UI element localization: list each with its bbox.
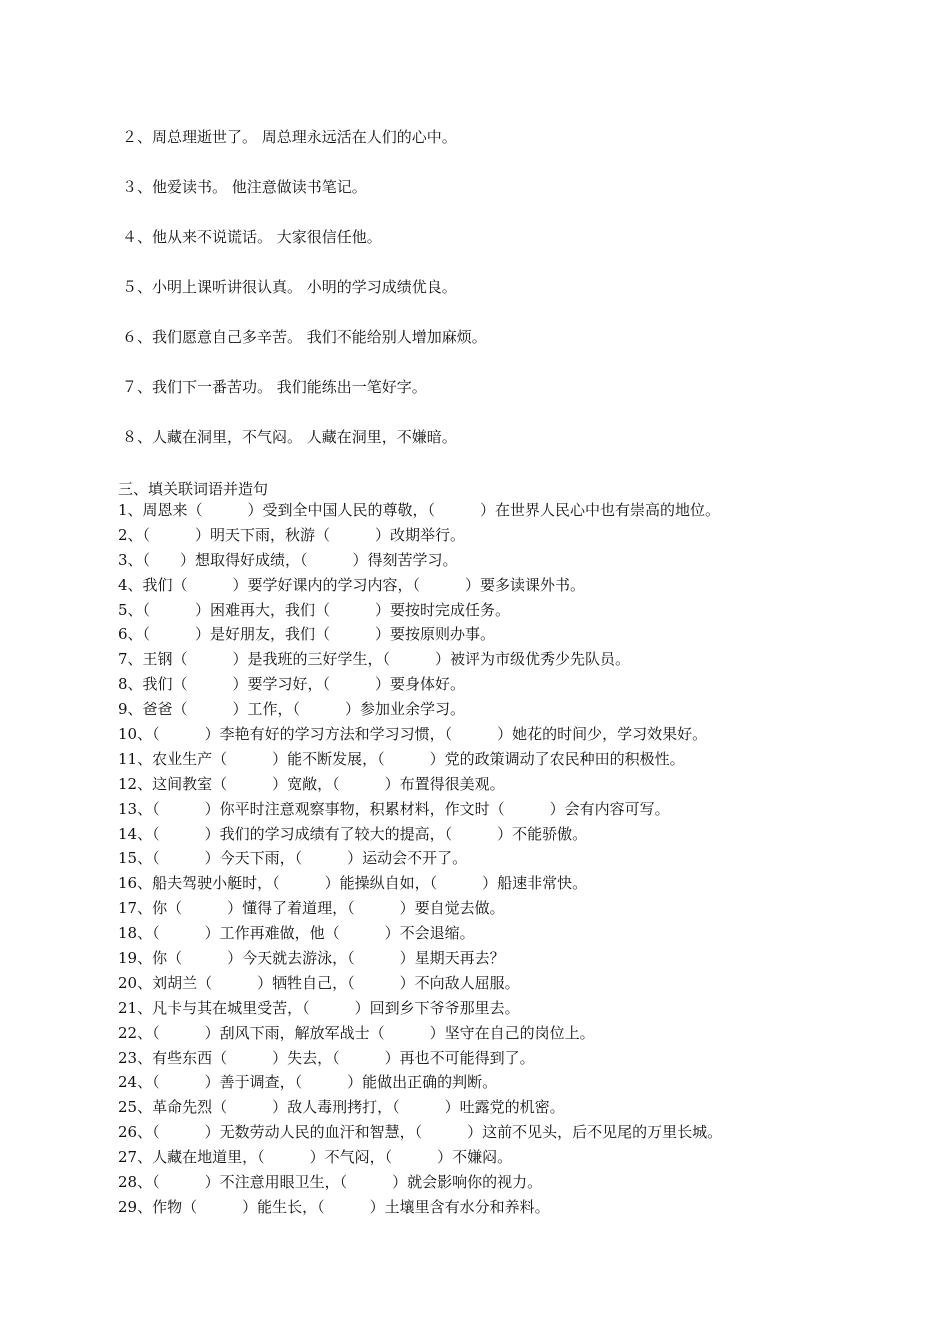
exercise-item: 10、（ ）李艳有好的学习方法和学习习惯，（ ）她花的时间少，学习效果好。 xyxy=(118,725,708,744)
exercise-item: 23、有些东西（ ）失去，（ ）再也不可能得到了。 xyxy=(118,1048,535,1067)
exercise-item: 3、（ ）想取得好成绩，（ ）得刻苦学习。 xyxy=(118,550,458,569)
exercise-item: 25、革命先烈（ ）敌人毒刑拷打，（ ）吐露党的机密。 xyxy=(118,1098,565,1117)
exercise-item: 4、我们（ ）要学好课内的学习内容，（ ）要多读课外书。 xyxy=(118,575,586,594)
exercise-item: 27、人藏在地道里，（ ）不气闷，（ ）不嫌闷。 xyxy=(118,1148,513,1167)
exercise-item: 2、（ ）明天下雨，秋游（ ）改期举行。 xyxy=(118,525,466,544)
exercise-item: 29、作物（ ）能生长，（ ）土壤里含有水分和养料。 xyxy=(118,1197,550,1216)
exercise-item: 17、你（ ）懂得了着道理，（ ）要自觉去做。 xyxy=(118,899,505,918)
exercise-item: 11、农业生产（ ）能不断发展，（ ）党的政策调动了农民种田的积极性。 xyxy=(118,749,685,768)
exercise-item: 15、（ ）今天下雨，（ ）运动会不开了。 xyxy=(118,849,468,868)
exercise-item: 12、这间教室（ ）宽敞，（ ）布置得很美观。 xyxy=(118,774,505,793)
exercise-item: 21、凡卡与其在城里受苦，（ ）回到乡下爷爷那里去。 xyxy=(118,998,520,1017)
exercise-item: ２、周总理逝世了。 周总理永远活在人们的心中。 xyxy=(122,128,457,146)
fill-in-conjunctions-list xyxy=(118,498,722,1220)
exercise-item: 5、（ ）困难再大，我们（ ）要按时完成任务。 xyxy=(118,600,511,619)
exercise-item: ６、我们愿意自己多辛苦。 我们不能给别人增加麻烦。 xyxy=(122,328,487,346)
sentence-combining-list xyxy=(122,124,487,474)
exercise-item: 28、（ ）不注意用眼卫生，（ ）就会影响你的视力。 xyxy=(118,1173,543,1192)
exercise-item: 24、（ ）善于调查，（ ）能做出正确的判断。 xyxy=(118,1073,498,1092)
exercise-item: 18、（ ）工作再难做，他（ ）不会退缩。 xyxy=(118,924,475,943)
exercise-item: 16、船夫驾驶小艇时，（ ）能操纵自如，（ ）船速非常快。 xyxy=(118,874,588,893)
exercise-item: ７、我们下一番苦功。 我们能练出一笔好字。 xyxy=(122,378,427,396)
exercise-item: 20、刘胡兰（ ）牺牲自己，（ ）不向敌人屈服。 xyxy=(118,973,520,992)
exercise-item: 22、（ ）刮风下雨，解放军战士（ ）坚守在自己的岗位上。 xyxy=(118,1023,595,1042)
exercise-item: 26、（ ）无数劳动人民的血汗和智慧，（ ）这前不见头，后不见尾的万里长城。 xyxy=(118,1123,723,1142)
exercise-item: 19、你（ ）今天就去游泳，（ ）星期天再去？ xyxy=(118,949,505,968)
exercise-item: 8、我们（ ）要学习好，（ ）要身体好。 xyxy=(118,675,466,694)
exercise-item: ３、他爱读书。 他注意做读书笔记。 xyxy=(122,178,367,196)
exercise-item: 14、（ ）我们的学习成绩有了较大的提高，（ ）不能骄傲。 xyxy=(118,824,588,843)
section-heading: 三、填关联词语并造句 xyxy=(118,480,269,498)
exercise-item: ４、他从来不说谎话。 大家很信任他。 xyxy=(122,228,382,246)
exercise-item: 9、爸爸（ ）工作，（ ）参加业余学习。 xyxy=(118,700,466,719)
exercise-item: ５、小明上课听讲很认真。 小明的学习成绩优良。 xyxy=(122,278,457,296)
exercise-item: 7、王钢（ ）是我班的三好学生，（ ）被评为市级优秀少先队员。 xyxy=(118,650,631,669)
exercise-item: 1、周恩来（ ）受到全中国人民的尊敬，（ ）在世界人民心中也有崇高的地位。 xyxy=(118,501,721,519)
exercise-item: 13、（ ）你平时注意观察事物，积累材料，作文时（ ）会有内容可写。 xyxy=(118,799,670,818)
exercise-item: ８、人藏在洞里，不气闷。 人藏在洞里，不嫌暗。 xyxy=(122,428,457,446)
exercise-item: 6、（ ）是好朋友，我们（ ）要按原则办事。 xyxy=(118,625,496,644)
